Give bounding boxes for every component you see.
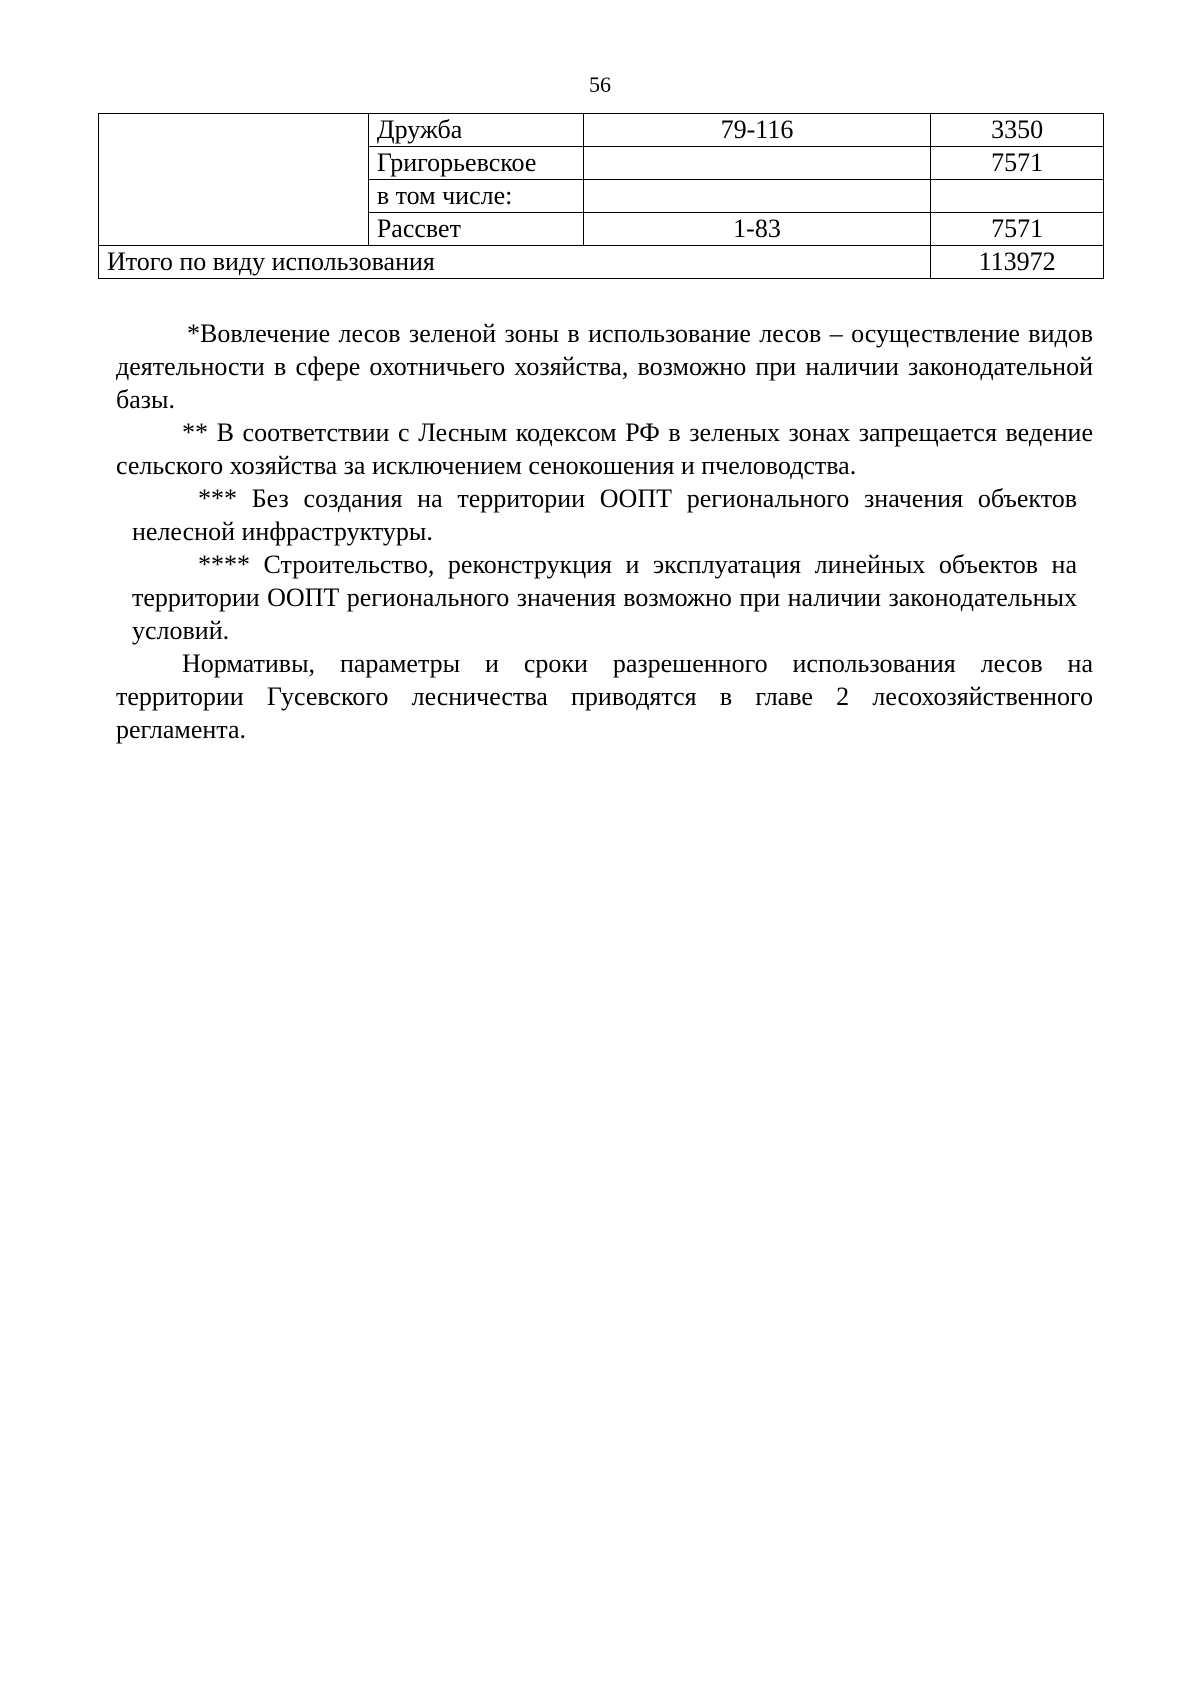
quarter-range-cell: 79-116 — [583, 114, 931, 147]
footnote-1: *Вовлечение лесов зеленой зоны в использование лесов – осуществление видов деятельности в сфере охотничьего хозяйства, возможно при наличии законодательной базы. — [116, 319, 1093, 414]
forest-usage-table — [98, 113, 1104, 279]
footnotes — [116, 317, 1093, 746]
area-cell: 7571 — [931, 213, 1104, 246]
area-cell: 7571 — [931, 147, 1104, 180]
total-area-cell: 113972 — [931, 246, 1104, 279]
area-cell — [931, 180, 1104, 213]
footnote-2: ** В соответствии с Лесным кодексом РФ в зеленых зонах запрещается ведение сельского хозяйства за исключением сенокошения и пчеловодства. — [116, 418, 1093, 480]
site-name-cell: в том числе: — [368, 180, 583, 213]
table-row — [99, 114, 1104, 147]
table-total-row — [99, 246, 1104, 279]
site-name-cell: Григорьевское — [368, 147, 583, 180]
site-name-cell: Рассвет — [368, 213, 583, 246]
quarter-range-cell — [583, 180, 931, 213]
site-name-cell: Дружба — [368, 114, 583, 147]
footnote-3: *** Без создания на территории ООПТ регионального значения объектов нелесной инфраструктуры. — [132, 484, 1077, 546]
merged-empty-cell — [99, 114, 369, 246]
total-label-cell: Итого по виду использования — [99, 246, 931, 279]
quarter-range-cell: 1-83 — [583, 213, 931, 246]
quarter-range-cell — [583, 147, 931, 180]
area-cell: 3350 — [931, 114, 1104, 147]
footnote-4: **** Строительство, реконструкция и эксплуатация линейных объектов на территории ООПТ регионального значения возможно при наличии законодательных условий. — [132, 550, 1077, 645]
closing-paragraph: Нормативы, параметры и сроки разрешенного использования лесов на территории Гусевского лесничества приводятся в главе 2 лесохозяйственного регламента. — [116, 649, 1093, 744]
page-number: 56 — [589, 72, 611, 97]
